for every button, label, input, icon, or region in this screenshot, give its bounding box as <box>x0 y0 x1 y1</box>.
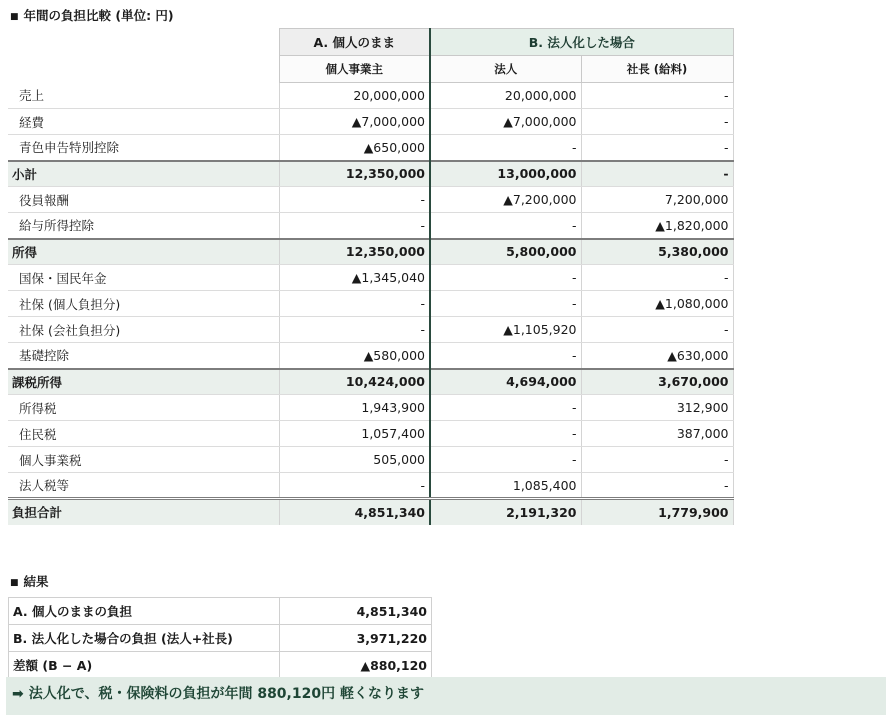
result-row <box>9 652 432 679</box>
table-column-header-row <box>8 56 733 83</box>
row-label: 役員報酬 <box>8 187 279 213</box>
cell-sole-proprietor: - <box>279 291 430 317</box>
row-label: 社保 (個人負担分) <box>8 291 279 317</box>
row-label: 基礎控除 <box>8 343 279 369</box>
cell-president: 5,380,000 <box>581 239 733 265</box>
cell-president: ▲1,820,000 <box>581 213 733 239</box>
table-row <box>8 109 733 135</box>
cell-corporation: 1,085,400 <box>430 473 581 499</box>
result-label: A. 個人のままの負担 <box>9 598 280 625</box>
table-row <box>8 369 733 395</box>
cell-sole-proprietor: ▲7,000,000 <box>279 109 430 135</box>
row-label: 経費 <box>8 109 279 135</box>
cell-corporation: ▲7,000,000 <box>430 109 581 135</box>
table-row <box>8 499 733 525</box>
group-header-b: B. 法人化した場合 <box>430 29 733 56</box>
cell-president: - <box>581 265 733 291</box>
cell-corporation: ▲1,105,920 <box>430 317 581 343</box>
cell-corporation: 4,694,000 <box>430 369 581 395</box>
cell-corporation: - <box>430 447 581 473</box>
cell-sole-proprietor: - <box>279 473 430 499</box>
row-label: 個人事業税 <box>8 447 279 473</box>
table-row <box>8 135 733 161</box>
cell-president: - <box>581 473 733 499</box>
cell-president: 387,000 <box>581 421 733 447</box>
cell-sole-proprietor: 1,943,900 <box>279 395 430 421</box>
cell-sole-proprietor: 12,350,000 <box>279 239 430 265</box>
table-row <box>8 421 733 447</box>
cell-president: - <box>581 135 733 161</box>
cell-sole-proprietor: 10,424,000 <box>279 369 430 395</box>
cell-president: ▲1,080,000 <box>581 291 733 317</box>
cell-president: - <box>581 161 733 187</box>
cell-corporation: ▲7,200,000 <box>430 187 581 213</box>
comparison-table <box>8 28 734 525</box>
conclusion-banner <box>6 677 886 715</box>
cell-president: - <box>581 447 733 473</box>
cell-sole-proprietor: 505,000 <box>279 447 430 473</box>
cell-corporation: - <box>430 135 581 161</box>
cell-president: - <box>581 317 733 343</box>
cell-corporation: - <box>430 265 581 291</box>
result-value: ▲880,120 <box>280 652 432 679</box>
comparison-title-text: 年間の負担比較 (単位: 円) <box>23 8 174 23</box>
cell-president: 7,200,000 <box>581 187 733 213</box>
table-row <box>8 83 733 109</box>
result-label: 差額 (B − A) <box>9 652 280 679</box>
table-row <box>8 239 733 265</box>
row-label: 売上 <box>8 83 279 109</box>
cell-corporation: - <box>430 395 581 421</box>
cell-sole-proprietor: ▲580,000 <box>279 343 430 369</box>
table-row <box>8 473 733 499</box>
conclusion-text: 法人化で、税・保険料の負担が年間 880,120円 軽くなります <box>28 686 424 702</box>
cell-sole-proprietor: - <box>279 187 430 213</box>
cell-sole-proprietor: 4,851,340 <box>279 499 430 525</box>
row-label: 給与所得控除 <box>8 213 279 239</box>
cell-corporation: 20,000,000 <box>430 83 581 109</box>
cell-president: ▲630,000 <box>581 343 733 369</box>
cell-corporation: - <box>430 213 581 239</box>
cell-president: - <box>581 109 733 135</box>
header-empty-cell <box>8 29 279 56</box>
row-label: 国保・国民年金 <box>8 265 279 291</box>
column-header-president-salary: 社長 (給料) <box>581 56 733 83</box>
square-bullet-icon: ■ <box>10 12 19 22</box>
table-row <box>8 291 733 317</box>
row-label: 負担合計 <box>8 499 279 525</box>
result-value: 3,971,220 <box>280 625 432 652</box>
table-row <box>8 343 733 369</box>
row-label: 住民税 <box>8 421 279 447</box>
result-row <box>9 625 432 652</box>
row-label: 法人税等 <box>8 473 279 499</box>
table-row <box>8 213 733 239</box>
right-arrow-icon: ➡ <box>12 686 24 702</box>
header-empty-cell <box>8 56 279 83</box>
table-group-header-row <box>8 29 733 56</box>
cell-corporation: 5,800,000 <box>430 239 581 265</box>
cell-sole-proprietor: - <box>279 213 430 239</box>
table-row <box>8 395 733 421</box>
row-label: 課税所得 <box>8 369 279 395</box>
result-title-text: 結果 <box>23 574 49 589</box>
cell-president: 1,779,900 <box>581 499 733 525</box>
row-label: 社保 (会社負担分) <box>8 317 279 343</box>
cell-president: 3,670,000 <box>581 369 733 395</box>
cell-corporation: - <box>430 343 581 369</box>
result-table <box>8 597 432 679</box>
table-row <box>8 187 733 213</box>
row-label: 青色申告特別控除 <box>8 135 279 161</box>
cell-sole-proprietor: ▲650,000 <box>279 135 430 161</box>
result-title <box>10 574 49 592</box>
table-row <box>8 317 733 343</box>
result-row <box>9 598 432 625</box>
cell-sole-proprietor: 1,057,400 <box>279 421 430 447</box>
cell-sole-proprietor: ▲1,345,040 <box>279 265 430 291</box>
column-header-sole-proprietor: 個人事業主 <box>279 56 430 83</box>
group-header-a: A. 個人のまま <box>279 29 430 56</box>
cell-corporation: 13,000,000 <box>430 161 581 187</box>
cell-sole-proprietor: 12,350,000 <box>279 161 430 187</box>
table-row <box>8 265 733 291</box>
row-label: 所得税 <box>8 395 279 421</box>
table-row <box>8 447 733 473</box>
row-label: 所得 <box>8 239 279 265</box>
comparison-title <box>10 8 174 26</box>
result-label: B. 法人化した場合の負担 (法人+社長) <box>9 625 280 652</box>
cell-president: 312,900 <box>581 395 733 421</box>
cell-corporation: - <box>430 291 581 317</box>
cell-corporation: 2,191,320 <box>430 499 581 525</box>
table-row <box>8 161 733 187</box>
square-bullet-icon: ■ <box>10 578 19 588</box>
row-label: 小計 <box>8 161 279 187</box>
cell-sole-proprietor: 20,000,000 <box>279 83 430 109</box>
cell-corporation: - <box>430 421 581 447</box>
cell-sole-proprietor: - <box>279 317 430 343</box>
column-header-corporation: 法人 <box>430 56 581 83</box>
cell-president: - <box>581 83 733 109</box>
result-value: 4,851,340 <box>280 598 432 625</box>
